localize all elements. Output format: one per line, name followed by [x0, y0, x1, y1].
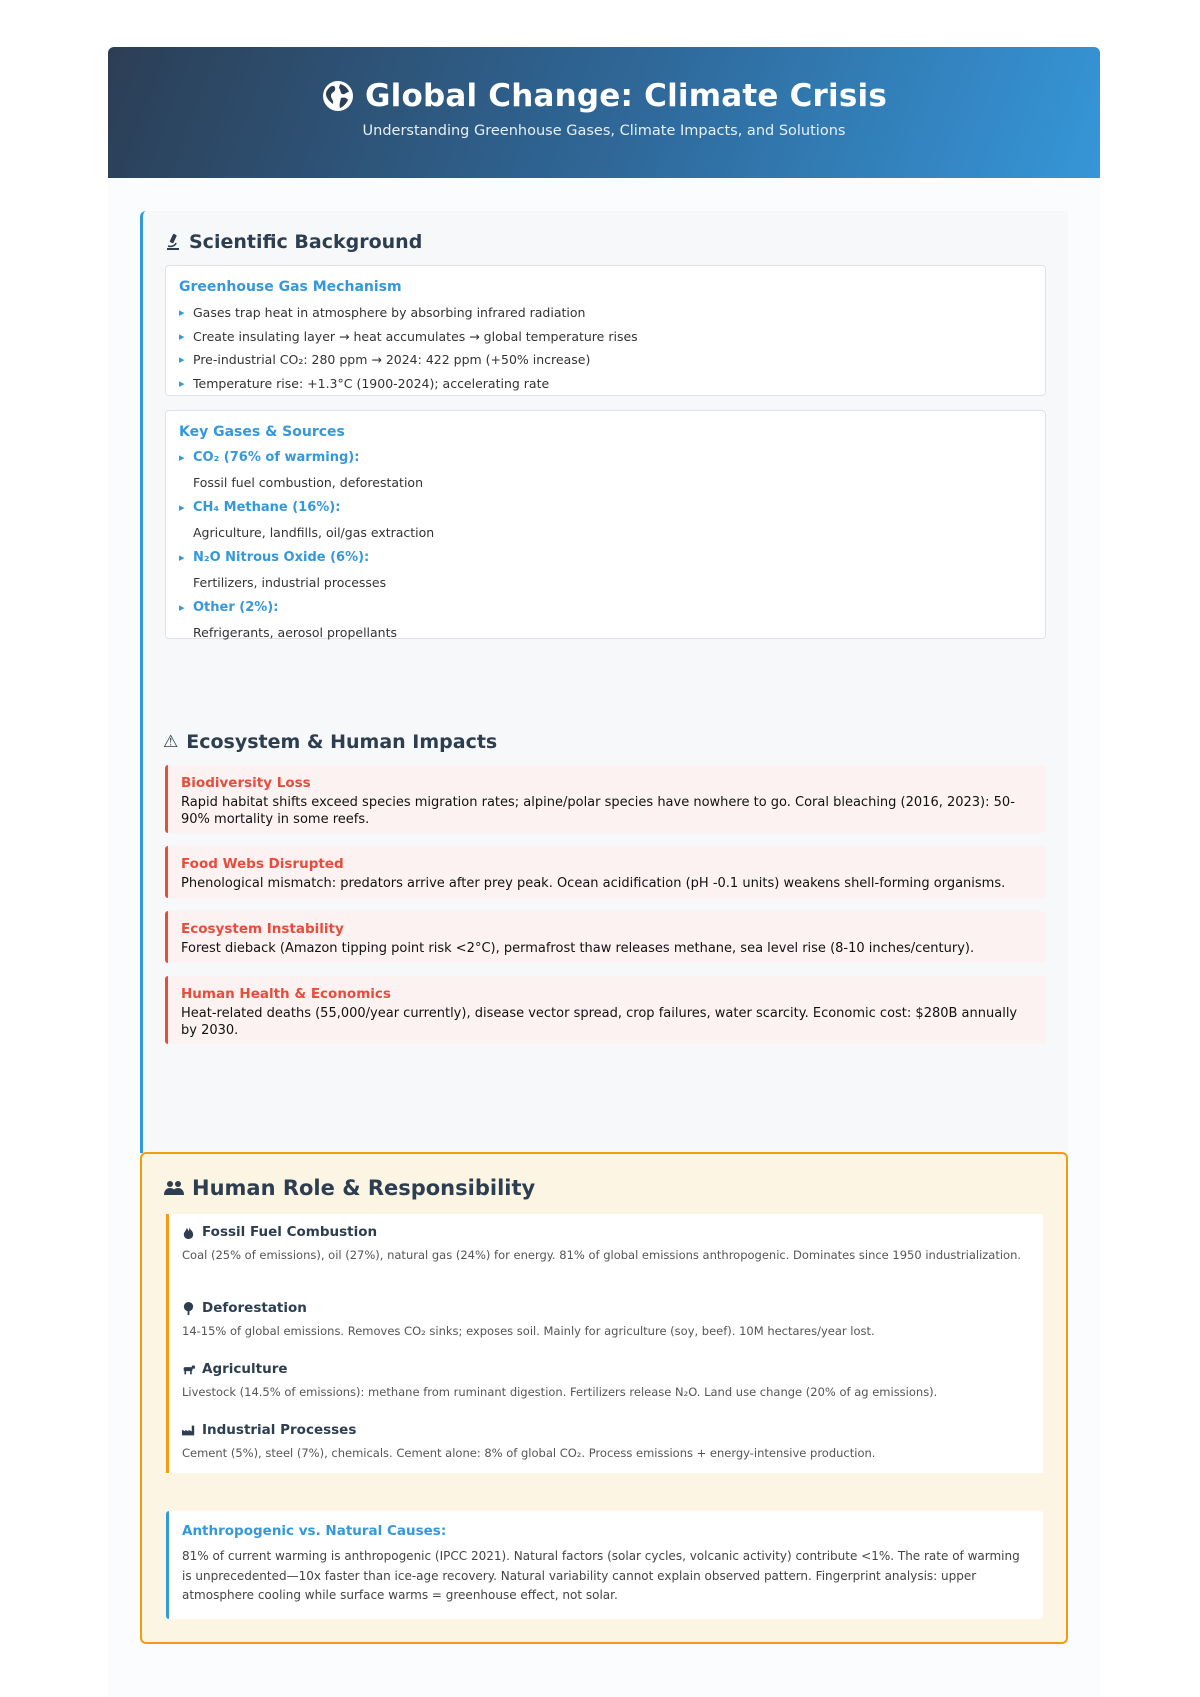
anthropogenic-note: [166, 1511, 1043, 1619]
mechanism-card: [165, 265, 1046, 396]
people-icon: [164, 1180, 184, 1196]
role-text: Coal (25% of emissions), oil (27%), natural gas (24%) for energy. 81% of global emissions anthropogenic. Dominates since 1950 industrialization.: [182, 1248, 1022, 1262]
note-title: Anthropogenic vs. Natural Causes:: [182, 1523, 447, 1539]
role-card: [166, 1412, 1043, 1473]
gas-name: ▸ CO₂ (76% of warming):: [179, 446, 1032, 470]
impact-title: Biodiversity Loss: [181, 775, 311, 791]
page-subtitle: Understanding Greenhouse Gases, Climate Impacts, and Solutions: [362, 123, 846, 139]
warning-icon: ⚠: [163, 732, 179, 752]
role-title: [182, 1361, 1030, 1377]
impact-title: Food Webs Disrupted: [181, 856, 344, 872]
role-card: [166, 1351, 1043, 1412]
title-text: Global Change: Climate Crisis: [365, 78, 887, 114]
page: [108, 47, 1100, 1697]
impacts-section: [140, 711, 1068, 1153]
impact-text: Heat-related deaths (55,000/year currently), disease vector spread, crop failures, water scarcity. Economic cost: $280B annually by 2030.: [181, 1006, 1018, 1038]
impact-card: [165, 911, 1046, 963]
gas-desc: Agriculture, landfills, oil/gas extraction: [193, 525, 435, 540]
globe-icon: [321, 79, 355, 113]
section-title-text: Human Role & Responsibility: [192, 1176, 536, 1200]
card-title: Greenhouse Gas Mechanism: [179, 279, 402, 295]
microscope-icon: [165, 233, 181, 251]
section-title-text: Ecosystem & Human Impacts: [186, 731, 498, 753]
role-text: 14-15% of global emissions. Removes CO₂ sinks; exposes soil. Mainly for agriculture (soy, beef). 10M hectares/year lost.: [182, 1324, 875, 1338]
card-title: Key Gases & Sources: [179, 424, 345, 440]
section-title: [163, 731, 497, 753]
role-title-text: Industrial Processes: [202, 1422, 357, 1438]
cow-icon: [182, 1363, 195, 1376]
role-card: [166, 1214, 1043, 1290]
note-text: 81% of current warming is anthropogenic (IPCC 2021). Natural factors (solar cycles, volcanic activity) contribute <1%. The rate of warming is unprecedented—10x faster than ice-age recovery. Natural variability cannot explain observed pattern. Fingerprint analysis: upper atmosphere cooling while surface warms = greenhouse effect, not solar.: [182, 1549, 1020, 1602]
gas-name: ▸ Other (2%):: [179, 596, 1032, 620]
list-item: ▸ Pre-industrial CO₂: 280 ppm → 2024: 422 ppm (+50% increase): [179, 348, 1032, 372]
role-card: [166, 1290, 1043, 1351]
role-title-text: Agriculture: [202, 1361, 288, 1377]
scientific-background-section: [140, 211, 1068, 711]
human-role-section: [140, 1152, 1068, 1644]
role-title: [182, 1422, 1030, 1438]
impact-text: Forest dieback (Amazon tipping point risk <2°C), permafrost thaw releases methane, sea level rise (8-10 inches/century).: [181, 941, 975, 956]
gas-desc: Refrigerants, aerosol propellants: [193, 625, 398, 640]
impact-card: [165, 976, 1046, 1044]
fire-icon: [182, 1226, 195, 1239]
role-title: [182, 1300, 1030, 1316]
impact-text: Phenological mismatch: predators arrive after prey peak. Ocean acidification (pH -0.1 units) weakens shell-forming organisms.: [181, 876, 1006, 891]
impact-title: Ecosystem Instability: [181, 921, 344, 937]
gas-name: ▸ N₂O Nitrous Oxide (6%):: [179, 546, 1032, 570]
list-item: ▸ Temperature rise: +1.3°C (1900-2024); accelerating rate: [179, 372, 1032, 396]
role-title-text: Fossil Fuel Combustion: [202, 1224, 378, 1240]
section-title: [164, 1176, 535, 1200]
page-title: [108, 78, 1100, 114]
factory-icon: [182, 1424, 195, 1437]
mechanism-list: [179, 301, 1032, 395]
gas-desc: Fertilizers, industrial processes: [193, 575, 387, 590]
role-title-text: Deforestation: [202, 1300, 307, 1316]
gas-name: ▸ CH₄ Methane (16%):: [179, 496, 1032, 520]
role-text: Livestock (14.5% of emissions): methane from ruminant digestion. Fertilizers release N₂O. Land use change (20% of ag emissions).: [182, 1385, 938, 1399]
role-title: [182, 1224, 1030, 1240]
gases-list: [179, 446, 1032, 646]
page-header: [108, 47, 1100, 178]
list-item: ▸ Gases trap heat in atmosphere by absorbing infrared radiation: [179, 301, 1032, 325]
section-title-text: Scientific Background: [189, 231, 423, 253]
impact-card: [165, 765, 1046, 833]
impact-title: Human Health & Economics: [181, 986, 391, 1002]
role-text: Cement (5%), steel (7%), chemicals. Cement alone: 8% of global CO₂. Process emissions + energy-intensive production.: [182, 1446, 876, 1460]
section-title: [165, 231, 422, 253]
tree-icon: [182, 1302, 195, 1315]
gases-card: [165, 410, 1046, 639]
impact-text: Rapid habitat shifts exceed species migration rates; alpine/polar species have nowhere to go. Coral bleaching (2016, 2023): 50-90% mortality in some reefs.: [181, 795, 1015, 827]
gas-desc: Fossil fuel combustion, deforestation: [193, 475, 423, 490]
list-item: ▸ Create insulating layer → heat accumulates → global temperature rises: [179, 325, 1032, 349]
impact-card: [165, 846, 1046, 898]
